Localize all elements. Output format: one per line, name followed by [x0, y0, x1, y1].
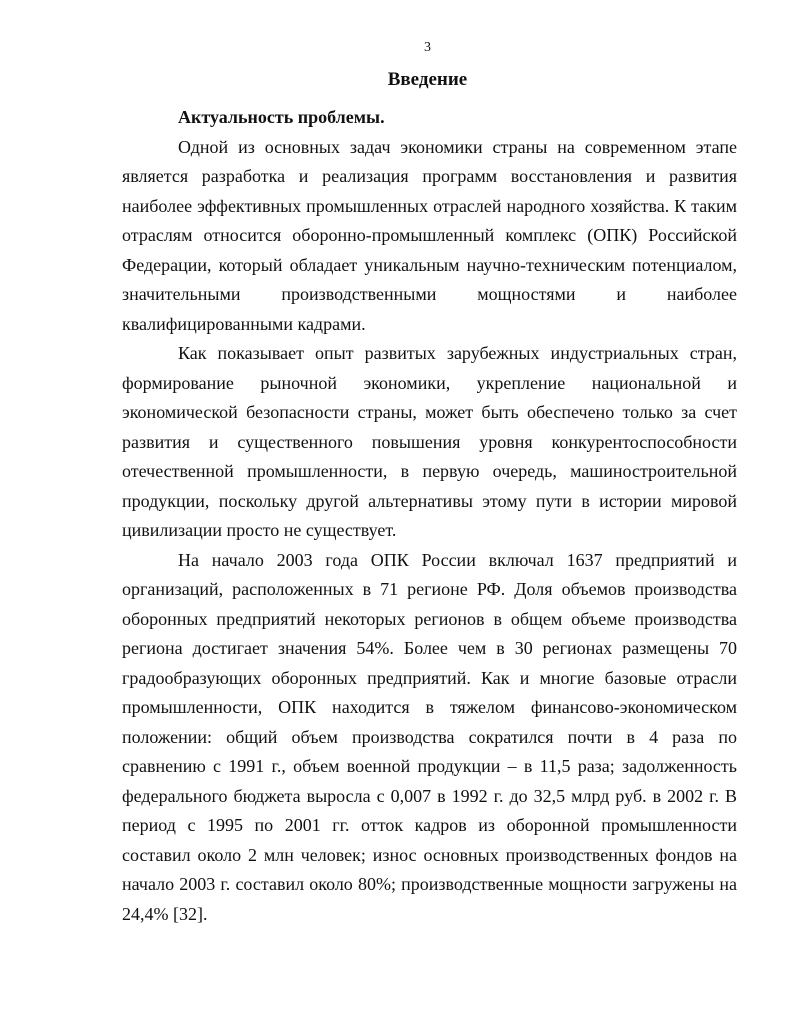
paragraph-2: Как показывает опыт развитых зарубежных индустриальных стран, формирование рыночной экономики, укрепление национальной и экономической безопасности страны, может быть обеспечено только за счет развития и существенного повышения уровня конкурентоспособности отечественной промышленности, в первую очередь, машиностроительной продукции, поскольку другой альтернативы этому пути в истории мировой цивилизации просто не существует.	[122, 343, 737, 540]
page-number: 3	[424, 40, 431, 55]
page-body	[122, 103, 737, 929]
paragraph-1: Одной из основных задач экономики страны на современном этапе является разработка и реализация программ восстановления и развития наиболее эффективных промышленных отраслей народного хозяйства. К таким отраслям относится оборонно-промышленный комплекс (ОПК) Российской Федерации, который обладает уникальным научно-техническим потенциалом, значительными производственными мощностями и наиболее квалифицированными кадрами.	[122, 136, 737, 334]
paragraph-3: На начало 2003 года ОПК России включал 1637 предприятий и организаций, расположенных в 71 регионе РФ. Доля объемов производства оборонных предприятий некоторых регионов в общем объеме производства региона достигает значения 54%. Более чем в 30 регионах размещены 70 градообразующих оборонных предприятий. Как и многие базовые отрасли промышленности, ОПК находится в тяжелом финансово-экономическом положении: общий объем производства сократился почти в 4 раза по сравнению с 1991 г., объем военной продукции – в 11,5 раза; задолженность федерального бюджета выросла с 0,007 в 1992 г. до 32,5 млрд руб. в 2002 г. В период с 1995 по 2001 гг. отток кадров из оборонной промышленности составил около 2 млн человек; износ основных производственных фондов на начало 2003 г. составил около 80%; производственные мощности загружены на 24,4% [32].	[122, 549, 737, 924]
page-title: Введение	[387, 69, 468, 90]
section-subheading: Актуальность проблемы.	[178, 107, 385, 127]
